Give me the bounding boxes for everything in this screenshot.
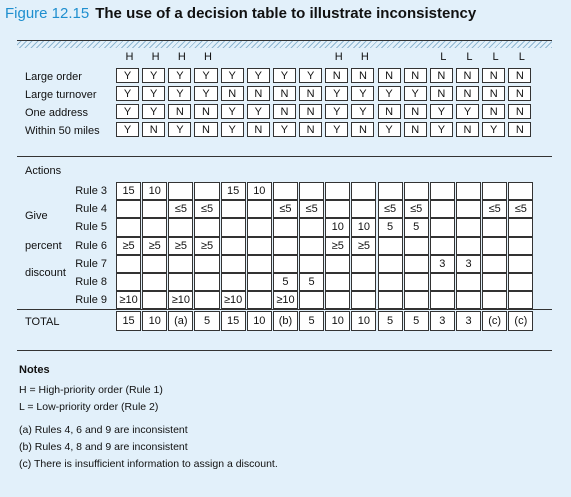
- rule-cell: [508, 218, 533, 236]
- condition-label: Large turnover: [25, 89, 97, 101]
- rule-cell: [351, 182, 376, 200]
- condition-cell: N: [273, 86, 296, 101]
- rule-cell: ≤5: [168, 200, 193, 218]
- condition-cell: N: [404, 68, 427, 83]
- note-h: H = High-priority order (Rule 1): [19, 384, 163, 396]
- rule-cell: [456, 182, 481, 200]
- rule-cell: [351, 291, 376, 309]
- rule-cell: [508, 273, 533, 291]
- condition-cell: Y: [221, 104, 244, 119]
- rule-cell: [378, 237, 403, 255]
- rule-cell: [430, 182, 455, 200]
- total-cell: 10: [142, 311, 167, 331]
- rule-cell: [378, 255, 403, 273]
- condition-cell: N: [351, 68, 374, 83]
- rule-cell: 15: [221, 182, 246, 200]
- rule-cell: [221, 200, 246, 218]
- rule-cell: ≥5: [351, 237, 376, 255]
- total-cell: 3: [456, 311, 481, 331]
- rule-cell: [430, 291, 455, 309]
- total-cell: (a): [168, 311, 193, 331]
- total-cell: 10: [325, 311, 350, 331]
- condition-cell: N: [404, 122, 427, 137]
- priority-header-cell: H: [151, 51, 160, 63]
- condition-cell: N: [142, 122, 165, 137]
- rule-cell: [456, 273, 481, 291]
- rule-cell: ≥10: [273, 291, 298, 309]
- rule-cell: ≤5: [273, 200, 298, 218]
- condition-cell: N: [482, 86, 505, 101]
- rule-label: Rule 4: [75, 203, 107, 216]
- rule-cell: [299, 218, 324, 236]
- condition-cell: N: [168, 104, 191, 119]
- condition-cell: N: [194, 104, 217, 119]
- rule-cell: 3: [456, 255, 481, 273]
- condition-label: One address: [25, 107, 88, 119]
- condition-cell: Y: [142, 104, 165, 119]
- rule-cell: 5: [378, 218, 403, 236]
- rule-cell: [404, 255, 429, 273]
- condition-cell: Y: [142, 68, 165, 83]
- condition-cell: N: [194, 122, 217, 137]
- condition-cell: N: [456, 86, 479, 101]
- condition-cell: Y: [325, 122, 348, 137]
- rule-cell: [194, 273, 219, 291]
- condition-cell: N: [273, 104, 296, 119]
- rule-cell: [194, 291, 219, 309]
- rule-cell: ≥10: [116, 291, 141, 309]
- condition-cell: Y: [247, 68, 270, 83]
- total-label: TOTAL: [25, 316, 60, 329]
- rule-cell: [482, 255, 507, 273]
- rule-cell: [351, 200, 376, 218]
- rule-cell: ≥5: [168, 237, 193, 255]
- rule-cell: [247, 218, 272, 236]
- rule-cell: [247, 200, 272, 218]
- rule-cell: 10: [325, 218, 350, 236]
- rule-cell: [508, 237, 533, 255]
- condition-cell: Y: [247, 104, 270, 119]
- rule-cell: ≤5: [378, 200, 403, 218]
- condition-cell: Y: [299, 68, 322, 83]
- total-cell: 3: [430, 311, 455, 331]
- rule-cell: [247, 291, 272, 309]
- rule-label: Rule 3: [75, 185, 107, 197]
- condition-cell: N: [508, 68, 531, 83]
- figure-title: [5, 5, 476, 22]
- total-cell: (c): [482, 311, 507, 331]
- rule-cell: [168, 218, 193, 236]
- priority-header-cell: L: [466, 51, 473, 63]
- condition-cell: N: [430, 68, 453, 83]
- note-b: (b) Rules 4, 8 and 9 are inconsistent: [19, 441, 188, 453]
- condition-cell: N: [247, 122, 270, 137]
- priority-header-cell: L: [492, 51, 499, 63]
- rule-cell: [325, 255, 350, 273]
- note-l: L = Low-priority order (Rule 2): [19, 401, 159, 413]
- rule-cell: [194, 255, 219, 273]
- rule-cell: [482, 291, 507, 309]
- give-label: Give: [25, 210, 48, 222]
- rule-cell: ≤5: [508, 200, 533, 218]
- figure-caption: The use of a decision table to illustrate inconsistency: [95, 5, 477, 22]
- total-cell: 10: [247, 311, 272, 331]
- condition-cell: N: [456, 122, 479, 137]
- priority-header-cell: H: [334, 51, 343, 63]
- condition-cell: Y: [351, 104, 374, 119]
- condition-cell: Y: [168, 122, 191, 137]
- rule-cell: [116, 218, 141, 236]
- condition-cell: N: [299, 86, 322, 101]
- condition-cell: N: [482, 68, 505, 83]
- decision-table: [17, 40, 552, 351]
- rule-cell: [430, 237, 455, 255]
- rule-cell: [482, 273, 507, 291]
- rule-cell: [299, 237, 324, 255]
- condition-cell: N: [247, 86, 270, 101]
- rule-cell: [456, 200, 481, 218]
- percent-label: percent: [25, 240, 62, 252]
- priority-header-cell: H: [360, 51, 369, 63]
- rule-cell: [221, 218, 246, 236]
- rule-cell: [325, 273, 350, 291]
- condition-cell: N: [508, 104, 531, 119]
- condition-cell: Y: [221, 122, 244, 137]
- condition-cell: Y: [456, 104, 479, 119]
- total-cell: 10: [351, 311, 376, 331]
- condition-cell: Y: [221, 68, 244, 83]
- priority-header-cell: L: [440, 51, 447, 63]
- condition-label: Within 50 miles: [25, 125, 100, 137]
- condition-cell: Y: [482, 122, 505, 137]
- condition-cell: N: [325, 68, 348, 83]
- condition-cell: Y: [194, 86, 217, 101]
- condition-cell: Y: [325, 86, 348, 101]
- rule-label: Rule 5: [75, 221, 107, 234]
- rule-cell: ≥5: [194, 237, 219, 255]
- rule-cell: [378, 182, 403, 200]
- rule-cell: [508, 291, 533, 309]
- condition-cell: N: [456, 68, 479, 83]
- rule-cell: [404, 291, 429, 309]
- rule-cell: [247, 237, 272, 255]
- condition-cell: Y: [142, 86, 165, 101]
- rule-cell: ≥10: [168, 291, 193, 309]
- rule-cell: 10: [351, 218, 376, 236]
- rule-cell: ≥5: [142, 237, 167, 255]
- rule-cell: [456, 218, 481, 236]
- rule-cell: [168, 255, 193, 273]
- rule-cell: ≥5: [325, 237, 350, 255]
- condition-label: Large order: [25, 71, 82, 83]
- actions-label: Actions: [25, 165, 62, 177]
- condition-cell: Y: [351, 86, 374, 101]
- notes: [19, 362, 278, 473]
- rule-cell: [325, 291, 350, 309]
- condition-cell: N: [508, 86, 531, 101]
- rule-cell: ≤5: [482, 200, 507, 218]
- rule-cell: 5: [404, 218, 429, 236]
- rule-cell: [325, 182, 350, 200]
- rule-cell: [221, 237, 246, 255]
- rule-cell: [168, 273, 193, 291]
- total-cell: 5: [404, 311, 429, 331]
- rule-cell: [482, 182, 507, 200]
- rule-cell: [116, 273, 141, 291]
- condition-cell: Y: [116, 104, 139, 119]
- rule-cell: ≤5: [404, 200, 429, 218]
- section-divider: [17, 156, 552, 157]
- condition-cell: Y: [273, 68, 296, 83]
- rule-cell: [247, 255, 272, 273]
- condition-cell: Y: [194, 68, 217, 83]
- rule-cell: [247, 273, 272, 291]
- condition-cell: Y: [430, 104, 453, 119]
- rule-cell: [142, 273, 167, 291]
- total-divider: [17, 309, 552, 310]
- total-cell: 5: [299, 311, 324, 331]
- rule-cell: [273, 182, 298, 200]
- priority-header-cell: H: [203, 51, 212, 63]
- rule-cell: [273, 237, 298, 255]
- total-cell: (c): [508, 311, 533, 331]
- condition-cell: N: [482, 104, 505, 119]
- rule-cell: [116, 200, 141, 218]
- condition-cell: N: [299, 122, 322, 137]
- total-cell: 5: [378, 311, 403, 331]
- rule-cell: [508, 255, 533, 273]
- rule-cell: [430, 218, 455, 236]
- priority-header-cell: H: [177, 51, 186, 63]
- rule-cell: ≥10: [221, 291, 246, 309]
- rule-cell: [273, 218, 298, 236]
- total-cell: 15: [116, 311, 141, 331]
- rule-cell: [299, 182, 324, 200]
- condition-cell: Y: [404, 86, 427, 101]
- condition-cell: Y: [116, 122, 139, 137]
- condition-cell: Y: [116, 86, 139, 101]
- rule-cell: [430, 273, 455, 291]
- rule-cell: [404, 237, 429, 255]
- rule-cell: [299, 291, 324, 309]
- rule-cell: [482, 218, 507, 236]
- rule-cell: [404, 273, 429, 291]
- rule-label: Rule 6: [75, 239, 107, 252]
- rule-label: Rule 8: [75, 276, 107, 288]
- rule-cell: [116, 255, 141, 273]
- rule-cell: [508, 182, 533, 200]
- rule-cell: [430, 200, 455, 218]
- rule-cell: [194, 182, 219, 200]
- discount-label: discount: [25, 267, 66, 279]
- rule-cell: [482, 237, 507, 255]
- rule-label: Rule 9: [75, 294, 107, 307]
- rule-cell: [351, 255, 376, 273]
- condition-cell: Y: [325, 104, 348, 119]
- condition-cell: N: [378, 68, 401, 83]
- rule-cell: [142, 291, 167, 309]
- rule-cell: [456, 237, 481, 255]
- figure-number: Figure 12.15: [5, 5, 90, 22]
- rule-cell: 15: [116, 182, 141, 200]
- condition-cell: N: [299, 104, 322, 119]
- rule-cell: [273, 255, 298, 273]
- rule-cell: [378, 273, 403, 291]
- rule-cell: ≤5: [299, 200, 324, 218]
- rule-cell: [325, 200, 350, 218]
- note-a: (a) Rules 4, 6 and 9 are inconsistent: [19, 424, 188, 436]
- rule-cell: [221, 255, 246, 273]
- total-cell: 5: [194, 311, 219, 331]
- rule-cell: [142, 200, 167, 218]
- condition-cell: N: [351, 122, 374, 137]
- rule-cell: 3: [430, 255, 455, 273]
- priority-header-cell: H: [125, 51, 134, 63]
- rule-cell: 10: [142, 182, 167, 200]
- rule-cell: [456, 291, 481, 309]
- condition-cell: Y: [273, 122, 296, 137]
- rule-cell: [168, 182, 193, 200]
- rule-cell: ≥5: [116, 237, 141, 255]
- condition-cell: Y: [430, 122, 453, 137]
- rule-cell: [378, 291, 403, 309]
- notes-title: Notes: [19, 364, 50, 376]
- rule-cell: 5: [273, 273, 298, 291]
- note-c: (c) There is insufficient information to assign a discount.: [19, 458, 278, 470]
- condition-cell: Y: [378, 122, 401, 137]
- condition-cell: N: [430, 86, 453, 101]
- total-cell: (b): [273, 311, 298, 331]
- condition-cell: N: [508, 122, 531, 137]
- condition-cell: Y: [168, 68, 191, 83]
- condition-cell: Y: [168, 86, 191, 101]
- rule-cell: [194, 218, 219, 236]
- rule-cell: [351, 273, 376, 291]
- condition-cell: Y: [116, 68, 139, 83]
- condition-cell: Y: [378, 86, 401, 101]
- rule-cell: [404, 182, 429, 200]
- rule-cell: 10: [247, 182, 272, 200]
- rule-label: Rule 7: [75, 257, 107, 270]
- total-cell: 15: [221, 311, 246, 331]
- condition-cell: N: [404, 104, 427, 119]
- rule-cell: ≤5: [194, 200, 219, 218]
- priority-header-cell: L: [518, 51, 525, 63]
- rule-cell: [142, 218, 167, 236]
- rule-cell: 5: [299, 273, 324, 291]
- rule-cell: [221, 273, 246, 291]
- condition-cell: N: [378, 104, 401, 119]
- rule-cell: [299, 255, 324, 273]
- rule-cell: [142, 255, 167, 273]
- condition-cell: N: [221, 86, 244, 101]
